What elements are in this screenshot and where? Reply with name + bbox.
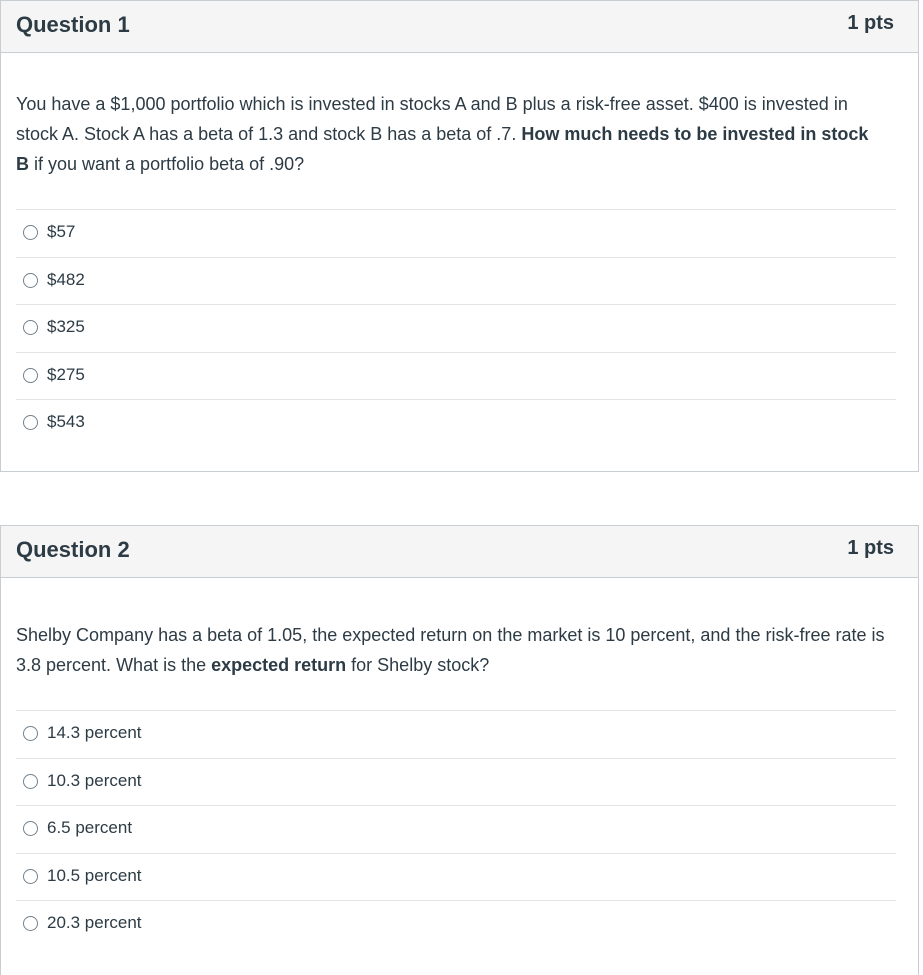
- radio-button[interactable]: [23, 774, 38, 789]
- radio-button[interactable]: [23, 225, 38, 240]
- answer-label[interactable]: $325: [47, 317, 85, 336]
- question-text-part: Shelby Company has a beta of 1.05, the expected return on the market is 10 percent, and the risk-free rate is 3.8 percent. What is the: [16, 625, 885, 675]
- radio-button[interactable]: [23, 821, 38, 836]
- question-header: [1, 526, 918, 578]
- question-header: [1, 1, 918, 53]
- answer-option[interactable]: [16, 758, 896, 806]
- question-text-part: You have a $1,000 portfolio which is invested in stocks A and B plus a risk-free asset. $400 is invested in stock A. Stock A has a beta of 1.3 and stock B has a beta of .7.: [16, 94, 848, 144]
- radio-button[interactable]: [23, 916, 38, 931]
- answer-option[interactable]: [16, 399, 896, 447]
- answer-label[interactable]: 10.3 percent: [47, 770, 142, 790]
- answer-option[interactable]: [16, 304, 896, 352]
- answer-list: [16, 710, 896, 948]
- answer-option[interactable]: [16, 900, 896, 948]
- answer-label[interactable]: 14.3 percent: [47, 723, 142, 742]
- radio-button[interactable]: [23, 368, 38, 383]
- answer-label[interactable]: $57: [47, 222, 76, 241]
- answer-option[interactable]: [16, 710, 896, 758]
- question-1: [0, 0, 919, 472]
- question-2: [0, 525, 919, 975]
- question-points: 1 pts: [847, 537, 894, 559]
- question-text-emphasis: expected return: [211, 655, 347, 675]
- question-text-part: for Shelby stock?: [346, 655, 490, 675]
- answer-list: [16, 209, 896, 447]
- question-text: [16, 89, 886, 179]
- question-text-part: if you want a portfolio beta of .90?: [29, 154, 305, 174]
- radio-button[interactable]: [23, 415, 38, 430]
- answer-label[interactable]: $482: [47, 269, 85, 289]
- radio-button[interactable]: [23, 320, 38, 335]
- answer-option[interactable]: [16, 209, 896, 257]
- question-points: 1 pts: [847, 12, 894, 34]
- radio-button[interactable]: [23, 726, 38, 741]
- answer-label[interactable]: $543: [47, 412, 85, 431]
- question-title: Question 1: [16, 12, 130, 37]
- answer-label[interactable]: 20.3 percent: [47, 913, 142, 932]
- answer-option[interactable]: [16, 853, 896, 901]
- radio-button[interactable]: [23, 869, 38, 884]
- question-title: Question 2: [16, 537, 130, 562]
- answer-option[interactable]: [16, 257, 896, 305]
- radio-button[interactable]: [23, 273, 38, 288]
- answer-label[interactable]: 10.5 percent: [47, 865, 142, 885]
- answer-option[interactable]: [16, 352, 896, 400]
- answer-label[interactable]: $275: [47, 364, 85, 384]
- answer-option[interactable]: [16, 805, 896, 853]
- question-text: [16, 620, 886, 680]
- answer-label[interactable]: 6.5 percent: [47, 818, 133, 837]
- question-text-emphasis: How much needs to be invested in stock B: [16, 124, 869, 174]
